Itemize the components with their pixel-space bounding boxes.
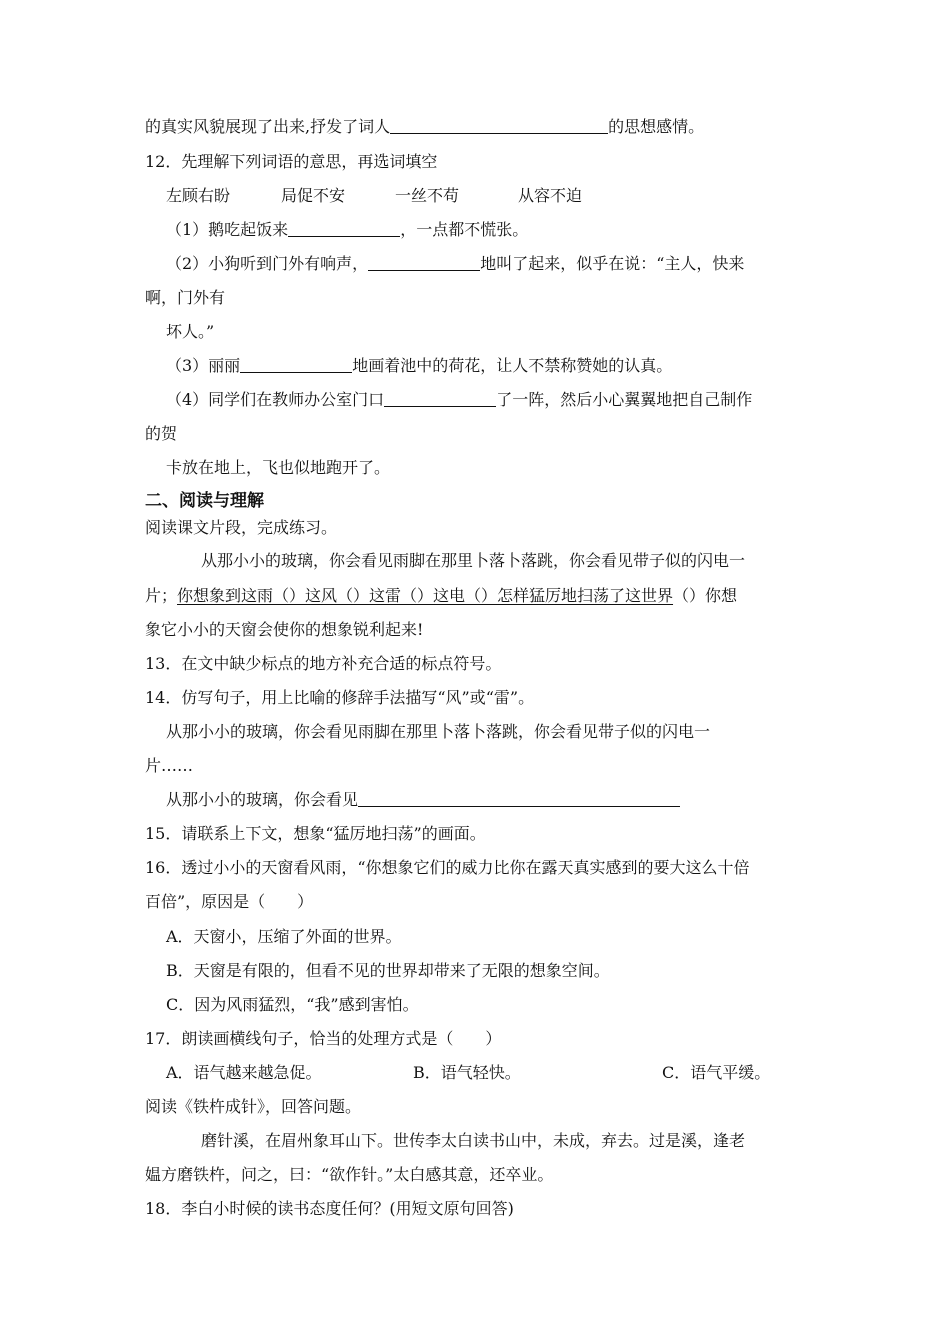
answer-blank[interactable] [288,220,400,237]
word-option: 一丝不苟 [395,186,460,205]
passage-line: 磨针溪，在眉州象耳山下。世传李太白读书山中，未成，弃去。过是溪，逢老 [201,1131,746,1150]
q14-prompt: 从那小小的玻璃，你会看见 [166,789,680,811]
q12-sentence-4: （4）同学们在教师办公室门口 了一阵，然后小心翼翼地把自己制作 [166,390,753,409]
q12-sentence-2-cont: 坏人。” [166,322,215,341]
answer-blank[interactable] [240,356,352,373]
question-17: 17．朗读画横线句子，恰当的处理方式是（ ） [145,1029,502,1048]
q12-sentence-4-cont: 的贺 [145,424,178,443]
underlined-sentence: 你想象到这雨（）这风（）这雷（）这电（）怎样猛厉地扫荡了这世界 [177,586,674,605]
passage-line: 媪方磨铁杵，问之，曰：“欲作针。”太白感其意，还卒业。 [145,1165,554,1184]
word-option: 左顾右盼 [166,186,231,205]
q11-tail: 的真实风貌展现了出来,抒发了词人 的思想感情。 [145,117,705,136]
passage-line: 片；你想象到这雨（）这风（）这雷（）这电（）怎样猛厉地扫荡了这世界（）你想 [145,586,738,605]
question-15: 15．请联系上下文，想象“猛厉地扫荡”的画面。 [145,824,486,843]
question-18: 18．李白小时候的读书态度任何？(用短文原句回答) [145,1199,514,1218]
question-16-cont: 百倍”，原因是（ ） [145,892,314,911]
q12-sentence-2: （2）小狗听到门外有响声， 地叫了起来，似乎在说：“主人，快来 [166,254,745,273]
question-12-title: 12．先理解下列词语的意思，再选词填空 [145,152,438,171]
answer-blank[interactable] [368,254,480,271]
q17-option-c[interactable]: C．语气平缓。 [662,1063,771,1082]
q17-option-b[interactable]: B．语气轻快。 [413,1063,521,1082]
q14-example: 从那小小的玻璃，你会看见雨脚在那里卜落卜落跳，你会看见带子似的闪电一 [166,722,711,741]
question-14-title: 14．仿写句子，用上比喻的修辞手法描写“风”或“雷”。 [145,688,535,707]
answer-blank[interactable] [384,390,496,407]
section-intro: 阅读课文片段，完成练习。 [145,518,338,537]
q12-sentence-4-cont: 卡放在地上，飞也似地跑开了。 [166,458,391,477]
reading-intro: 阅读《铁杵成针》，回答问题。 [145,1097,362,1116]
question-16: 16．透过小小的天窗看风雨，“你想象它们的威力比你在露天真实感到的要大这么十倍 [145,858,750,877]
q12-sentence-2-cont: 啊，门外有 [145,288,226,307]
answer-blank[interactable] [390,117,608,134]
q12-sentence-1: （1）鹅吃起饭来 ，一点都不慌张。 [166,220,529,239]
passage-line: 象它小小的天窗会使你的想象锐利起来! [145,620,424,639]
question-13: 13．在文中缺少标点的地方补充合适的标点符号。 [145,654,502,673]
answer-blank[interactable] [358,790,680,807]
q14-example-cont: 片…… [145,756,194,775]
word-option: 从容不迫 [518,186,583,205]
passage-line: 从那小小的玻璃，你会看见雨脚在那里卜落卜落跳，你会看见带子似的闪电一 [201,551,746,570]
q12-sentence-3: （3）丽丽 地画着池中的荷花，让人不禁称赞她的认真。 [166,356,673,375]
q17-option-a[interactable]: A．语气越来越急促。 [166,1063,322,1082]
q16-option-b[interactable]: B．天窗是有限的，但看不见的世界却带来了无限的想象空间。 [166,961,610,980]
q16-option-a[interactable]: A．天窗小，压缩了外面的世界。 [166,927,402,946]
section-heading: 二、阅读与理解 [145,491,264,511]
word-option: 局促不安 [281,186,346,205]
q16-option-c[interactable]: C．因为风雨猛烈，“我”感到害怕。 [166,995,419,1014]
